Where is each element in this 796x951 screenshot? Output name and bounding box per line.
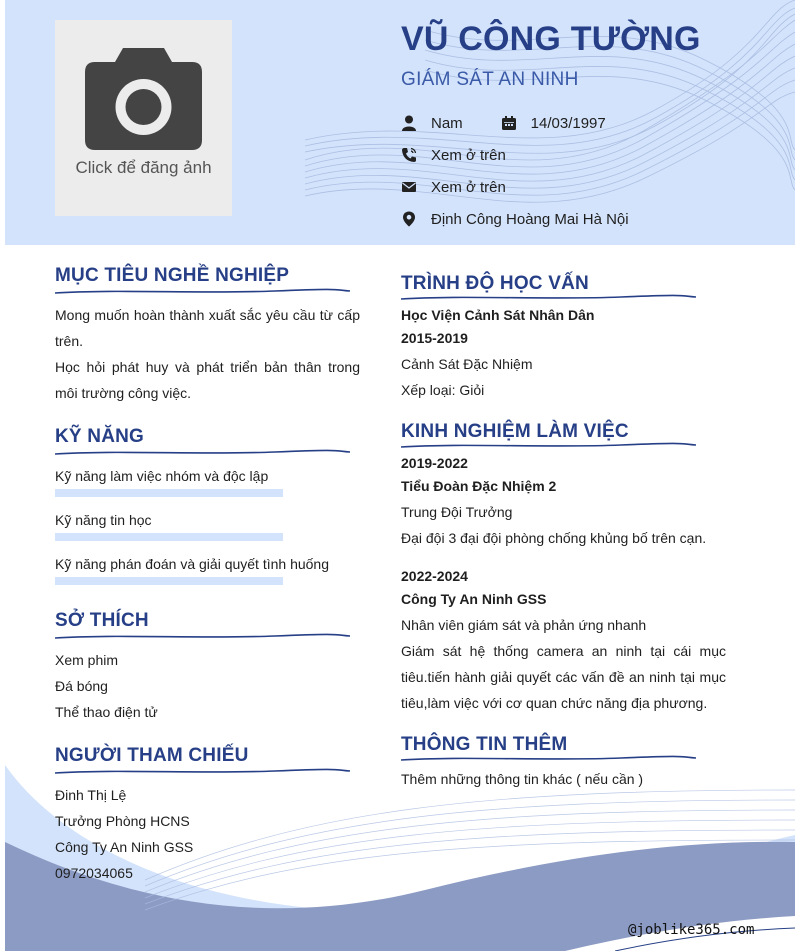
extra-underline [401,755,696,763]
header-band [5,0,795,245]
objective-line-2: Học hỏi phát huy và phát triển bản thân trong môi trường công việc. [55,359,360,401]
job-1-company: Tiểu Đoàn Đặc Nhiệm 2 [401,478,557,494]
hobby-item-3: Thể thao điện tử [55,704,158,720]
skill-bar-2 [55,533,283,541]
hobby-item-2: Đá bóng [55,678,108,694]
hobbies-heading: SỞ THÍCH [55,610,149,631]
education-grade: Xếp loại: Giỏi [401,382,485,398]
education-school: Học Viện Cảnh Sát Nhân Dân [401,307,595,323]
skill-bar-1 [55,489,283,497]
experience-underline [401,442,696,450]
reference-name: Đinh Thị Lệ [55,787,127,803]
skills-heading: KỸ NĂNG [55,426,145,447]
hobbies-underline [55,633,350,641]
phone-icon [401,147,417,163]
job-2-desc: Giám sát hệ thống camera an ninh tại cái mục tiêu.tiến hành giải quyết các vấn đề an ninh tại mục tiêu,làm việc với cơ quan chức năng địa phương. [401,643,726,711]
map-pin-icon [401,211,417,227]
objective-underline [55,288,350,296]
photo-upload-label: Click để đăng ảnh [75,158,212,177]
job-1-desc: Đại đội 3 đại đội phòng chống khủng bố trên cạn. [401,530,707,546]
education-heading: TRÌNH ĐỘ HỌC VẤN [401,273,589,294]
camera-icon [85,48,202,150]
user-icon [401,115,417,131]
envelope-icon [401,179,417,195]
references-underline [55,768,350,776]
reference-phone: 0972034065 [55,865,133,881]
calendar-icon [501,115,517,131]
gender-birthday-row [401,112,606,134]
skill-item-3: Kỹ năng phán đoán và giải quyết tình huống [55,556,329,572]
photo-upload[interactable] [55,20,232,216]
job-1-period: 2019-2022 [401,455,468,471]
reference-company: Công Ty An Ninh GSS [55,839,194,855]
hobby-item-1: Xem phim [55,652,119,668]
experience-heading: KINH NGHIỆM LÀM VIỆC [401,421,629,442]
skill-bar-3 [55,577,283,585]
email-row [401,176,506,198]
skill-item-2: Kỹ năng tin học [55,512,152,528]
candidate-name: VŨ CÔNG TƯỜNG [401,20,701,58]
phone-value: Xem ở trên [431,146,506,164]
address-row [401,208,629,230]
job-2-period: 2022-2024 [401,568,468,584]
email-value: Xem ở trên [431,178,506,196]
job-1-role: Trung Đội Trưởng [401,504,513,520]
extra-heading: THÔNG TIN THÊM [401,734,568,755]
address-value: Định Công Hoàng Mai Hà Nội [431,210,629,228]
candidate-title: GIÁM SÁT AN NINH [401,69,579,90]
education-underline [401,294,696,302]
cv-page [5,0,795,951]
skills-underline [55,449,350,457]
education-period: 2015-2019 [401,330,468,346]
objective-line-1: Mong muốn hoàn thành xuất sắc yêu cầu từ cấp trên. [55,307,360,349]
birthday-value: 14/03/1997 [530,114,606,132]
reference-position: Trưởng Phòng HCNS [55,813,190,829]
job-2-role: Nhân viên giám sát và phản ứng nhanh [401,617,647,633]
skill-item-1: Kỹ năng làm việc nhóm và độc lập [55,468,269,484]
extra-text: Thêm những thông tin khác ( nếu cần ) [401,771,644,787]
phone-row [401,144,506,166]
job-2-company: Công Ty An Ninh GSS [401,591,547,607]
education-major: Cảnh Sát Đặc Nhiệm [401,356,533,372]
gender-value: Nam [431,114,463,132]
site-credit: @joblike365.com [628,922,755,938]
references-heading: NGƯỜI THAM CHIẾU [55,745,249,766]
objective-heading: MỤC TIÊU NGHỀ NGHIỆP [55,265,290,286]
